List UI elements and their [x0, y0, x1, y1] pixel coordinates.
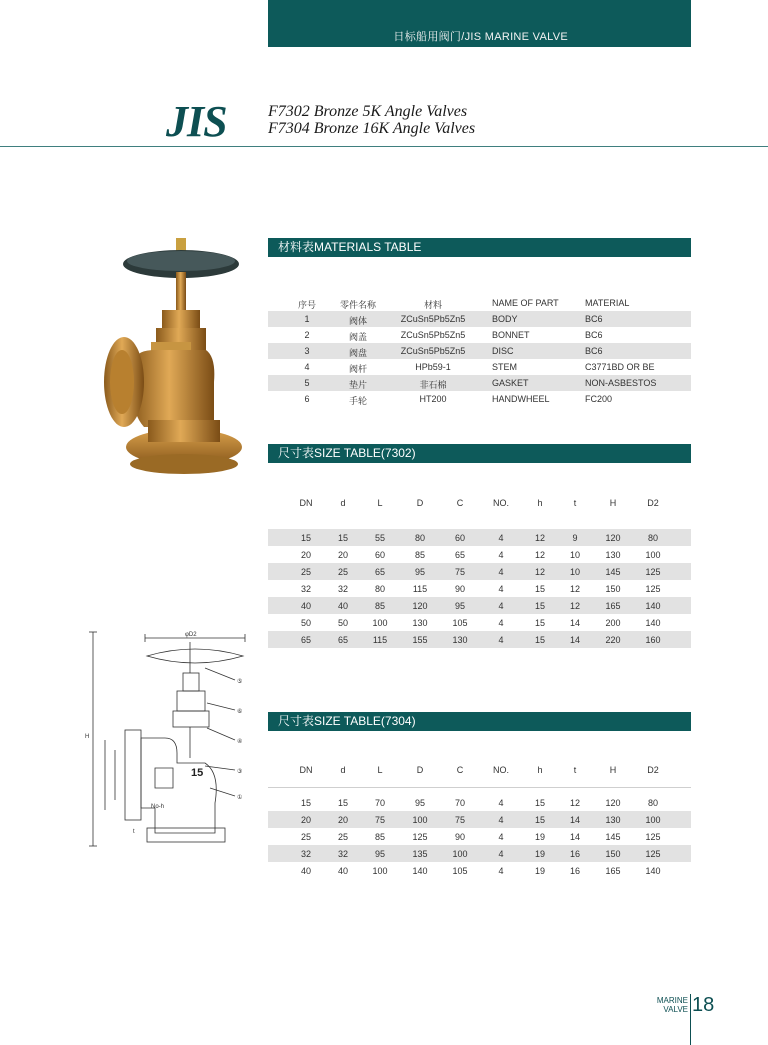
- cell: 85: [414, 550, 425, 560]
- cell-no: 3: [304, 346, 310, 356]
- cell: 4: [498, 849, 504, 859]
- cell: 75: [374, 815, 385, 825]
- cell: 40: [300, 866, 311, 876]
- header-H: H: [609, 765, 617, 775]
- size-table-7304: [268, 762, 691, 778]
- product-title-1: F7302 Bronze 5K Angle Valves: [268, 103, 468, 120]
- cell: 20: [300, 815, 311, 825]
- cell: 19: [534, 866, 545, 876]
- cell: 80: [647, 798, 658, 808]
- cell: 20: [300, 550, 311, 560]
- cell: 130: [452, 635, 468, 645]
- cell: 14: [569, 815, 580, 825]
- cell-material-cn: ZCuSn5Pb5Zn5: [400, 330, 466, 340]
- cell: 15: [300, 798, 311, 808]
- cell: 10: [569, 567, 580, 577]
- cell: 100: [645, 550, 661, 560]
- header-d2: D2: [647, 498, 659, 508]
- cell: 4: [498, 533, 504, 543]
- table-row: [268, 580, 691, 597]
- cell-part: BODY: [492, 314, 518, 324]
- callout-1: ①: [237, 795, 243, 801]
- cell: 4: [498, 567, 504, 577]
- cell: 4: [498, 618, 504, 628]
- product-titles: [268, 103, 475, 137]
- cell: 15: [337, 533, 348, 543]
- cell: 95: [414, 798, 425, 808]
- size-table-7302-title: 尺寸表SIZE TABLE(7302): [278, 446, 416, 460]
- drawing-label-no-h: No-h: [151, 804, 165, 810]
- materials-header-part-cn: 零件名称: [339, 300, 376, 310]
- cell: 25: [300, 832, 311, 842]
- cell: 16: [569, 849, 580, 859]
- cell: 9: [572, 533, 578, 543]
- cell: 15: [300, 533, 311, 543]
- cell: 4: [498, 584, 504, 594]
- cell: 15: [534, 815, 545, 825]
- materials-header-row: [268, 295, 691, 311]
- cell: 145: [605, 567, 621, 577]
- table-row: [268, 343, 691, 359]
- table-row: [268, 546, 691, 563]
- header-D: D: [416, 765, 424, 775]
- cell: 105: [452, 618, 468, 628]
- header-band-text: 日标船用阀门/JIS MARINE VALVE: [393, 31, 568, 43]
- size-table-7304-title-bar: [268, 712, 691, 731]
- cell-part-cn: 阀盘: [348, 348, 367, 358]
- cell: 220: [605, 635, 621, 645]
- cell: 15: [534, 584, 545, 594]
- materials-header-material: MATERIAL: [585, 298, 630, 308]
- cell: 85: [374, 832, 385, 842]
- cell-no: 2: [304, 330, 310, 340]
- footer-label: [645, 994, 690, 1019]
- cell: 135: [412, 849, 428, 859]
- header-d: d: [340, 765, 346, 775]
- cell-material: C3771BD OR BE: [585, 362, 655, 372]
- table-row: [268, 828, 691, 845]
- table-row: [268, 845, 691, 862]
- cell: 14: [569, 635, 580, 645]
- cell-no: 1: [304, 314, 310, 324]
- materials-header-part: NAME OF PART: [492, 298, 559, 308]
- cell: 80: [647, 533, 658, 543]
- valve-section-drawing: [85, 628, 255, 853]
- cell: 15: [534, 798, 545, 808]
- cell: 12: [569, 584, 580, 594]
- cell-material: NON-ASBESTOS: [585, 378, 657, 388]
- cell-material: BC6: [585, 330, 603, 340]
- cell: 140: [645, 866, 661, 876]
- cell: 150: [605, 849, 621, 859]
- materials-table: [268, 295, 691, 407]
- size-7304-header-row: [268, 762, 691, 778]
- cell: 130: [605, 815, 621, 825]
- table-row: [268, 794, 691, 811]
- table-row: [268, 563, 691, 580]
- header-D: D: [416, 498, 424, 508]
- cell: 100: [372, 618, 388, 628]
- page-number: 18: [692, 994, 715, 1016]
- cell: 25: [300, 567, 311, 577]
- cell: 4: [498, 635, 504, 645]
- size-table-7302: [268, 495, 691, 511]
- cell: 105: [452, 866, 468, 876]
- cell-part: BONNET: [492, 330, 530, 340]
- cell: 25: [337, 567, 348, 577]
- cell-part-cn: 阀盖: [348, 332, 367, 342]
- drawing-label-t: t: [133, 829, 135, 835]
- cell: 40: [300, 601, 311, 611]
- table-row: [268, 375, 691, 391]
- header-h: h: [537, 765, 543, 775]
- materials-header-material-cn: 材料: [423, 300, 442, 310]
- cell: 85: [374, 601, 385, 611]
- header-l: L: [377, 765, 383, 775]
- cell: 65: [374, 567, 385, 577]
- cell-part: DISC: [492, 346, 514, 356]
- cell-material-cn: HPb59-1: [415, 362, 451, 372]
- table-row: [268, 631, 691, 648]
- product-title-2: F7304 Bronze 16K Angle Valves: [268, 120, 476, 137]
- table-row: [268, 614, 691, 631]
- header-H: H: [609, 498, 617, 508]
- cell-material-cn: ZCuSn5Pb5Zn5: [400, 314, 466, 324]
- cell: 95: [414, 567, 425, 577]
- cell: 155: [412, 635, 428, 645]
- cell: 140: [645, 618, 661, 628]
- table-row: [268, 311, 691, 327]
- callout-3: ③: [237, 769, 243, 775]
- cell: 165: [605, 601, 621, 611]
- cell: 14: [569, 618, 580, 628]
- drawing-label-h: H: [85, 734, 90, 740]
- header-t: t: [573, 498, 577, 508]
- cell: 32: [300, 584, 311, 594]
- table-row: [268, 391, 691, 407]
- cell: 90: [454, 832, 465, 842]
- size-table-7302-body: [268, 529, 691, 648]
- header-no: NO.: [492, 498, 509, 508]
- cell: 40: [337, 866, 348, 876]
- cell: 100: [452, 849, 468, 859]
- materials-header-no: 序号: [297, 300, 316, 310]
- cell: 15: [534, 601, 545, 611]
- cell: 12: [534, 567, 545, 577]
- size-table-7304-body: [268, 794, 691, 879]
- cell: 70: [374, 798, 385, 808]
- cell: 90: [454, 584, 465, 594]
- cell: 80: [414, 533, 425, 543]
- cell-material: BC6: [585, 346, 603, 356]
- cell: 165: [605, 866, 621, 876]
- valve-photo: [96, 232, 246, 482]
- footer-marine: MARINE: [656, 996, 688, 1005]
- size-table-7302-title-bar: [268, 444, 691, 463]
- jis-logo: JIS: [166, 97, 227, 146]
- cell: 125: [645, 832, 661, 842]
- cell: 120: [412, 601, 428, 611]
- header-h: h: [537, 498, 543, 508]
- cell: 4: [498, 832, 504, 842]
- table-row: [268, 862, 691, 879]
- cell: 100: [412, 815, 428, 825]
- cell: 120: [605, 533, 621, 543]
- cell-material-cn: 非石棉: [419, 380, 447, 390]
- cell: 145: [605, 832, 621, 842]
- cell-part-cn: 垫片: [348, 380, 367, 390]
- cell: 12: [569, 798, 580, 808]
- cell: 120: [605, 798, 621, 808]
- header-band: [268, 0, 691, 47]
- header-c: C: [456, 498, 464, 508]
- header-divider: [0, 146, 768, 147]
- cell: 200: [605, 618, 621, 628]
- header-l: L: [377, 498, 383, 508]
- cell: 25: [337, 832, 348, 842]
- cell: 10: [569, 550, 580, 560]
- callout-5: ⑤: [237, 679, 243, 685]
- cell: 100: [645, 815, 661, 825]
- header-d: d: [340, 498, 346, 508]
- cell: 32: [337, 849, 348, 859]
- cell-part-cn: 阀杆: [348, 364, 367, 374]
- cell-material: FC200: [585, 394, 613, 404]
- cell: 125: [645, 567, 661, 577]
- cell: 50: [300, 618, 311, 628]
- cell-no: 6: [304, 394, 310, 404]
- cell: 65: [300, 635, 311, 645]
- cell: 4: [498, 815, 504, 825]
- cell: 40: [337, 601, 348, 611]
- cell: 65: [454, 550, 465, 560]
- cell: 15: [534, 618, 545, 628]
- size-table-7304-title: 尺寸表SIZE TABLE(7304): [278, 714, 416, 728]
- cell-part-cn: 阀体: [348, 316, 367, 326]
- cell: 32: [337, 584, 348, 594]
- size-table-7304-rule: [268, 787, 691, 788]
- cell-part: HANDWHEEL: [492, 394, 550, 404]
- cell: 60: [374, 550, 385, 560]
- materials-table-title: 材料表MATERIALS TABLE: [278, 240, 422, 254]
- cell: 20: [337, 550, 348, 560]
- header-dn: DN: [299, 765, 313, 775]
- table-row: [268, 359, 691, 375]
- table-row: [268, 811, 691, 828]
- cell: 12: [534, 533, 545, 543]
- cell-material-cn: HT200: [419, 394, 447, 404]
- cell: 75: [454, 815, 465, 825]
- header-t: t: [573, 765, 577, 775]
- materials-table-title-bar: [268, 238, 691, 257]
- cell-no: 4: [304, 362, 310, 372]
- cell: 130: [605, 550, 621, 560]
- cell: 4: [498, 798, 504, 808]
- cell: 115: [412, 584, 428, 594]
- cell: 70: [454, 798, 465, 808]
- footer-divider: [690, 994, 691, 1045]
- header-c: C: [456, 765, 464, 775]
- cell: 14: [569, 832, 580, 842]
- cell-material-cn: ZCuSn5Pb5Zn5: [400, 346, 466, 356]
- cell: 19: [534, 849, 545, 859]
- cell: 12: [534, 550, 545, 560]
- cell: 95: [374, 849, 385, 859]
- cell: 50: [337, 618, 348, 628]
- cell: 19: [534, 832, 545, 842]
- table-row: [268, 529, 691, 546]
- cell: 140: [645, 601, 661, 611]
- cell: 15: [534, 635, 545, 645]
- cell: 12: [569, 601, 580, 611]
- cell-part: STEM: [492, 362, 518, 372]
- header-dn: DN: [299, 498, 313, 508]
- header-d2: D2: [647, 765, 659, 775]
- cell: 80: [374, 584, 385, 594]
- cell: 125: [645, 584, 661, 594]
- cell: 4: [498, 550, 504, 560]
- header-no: NO.: [492, 765, 509, 775]
- size-7302-header-row: [268, 495, 691, 511]
- cell: 20: [337, 815, 348, 825]
- cell: 95: [454, 601, 465, 611]
- cell-no: 5: [304, 378, 310, 388]
- cell-part: GASKET: [492, 378, 529, 388]
- cell: 115: [372, 635, 388, 645]
- cell: 75: [454, 567, 465, 577]
- cell: 65: [337, 635, 348, 645]
- drawing-size-label: 15: [191, 767, 204, 779]
- cell: 150: [605, 584, 621, 594]
- callout-4: ④: [237, 739, 243, 745]
- cell-part-cn: 手轮: [348, 396, 367, 406]
- cell: 32: [300, 849, 311, 859]
- callout-6: ⑥: [237, 709, 243, 715]
- cell: 140: [412, 866, 428, 876]
- table-row: [268, 597, 691, 614]
- cell: 4: [498, 866, 504, 876]
- footer-valve: VALVE: [663, 1005, 688, 1014]
- cell: 16: [569, 866, 580, 876]
- cell-material: BC6: [585, 314, 603, 324]
- cell: 125: [645, 849, 661, 859]
- cell: 4: [498, 601, 504, 611]
- drawing-label-d2: φD2: [185, 632, 197, 638]
- cell: 125: [412, 832, 428, 842]
- table-row: [268, 327, 691, 343]
- cell: 60: [454, 533, 465, 543]
- cell: 55: [374, 533, 385, 543]
- cell: 130: [412, 618, 428, 628]
- cell: 160: [645, 635, 661, 645]
- cell: 100: [372, 866, 388, 876]
- cell: 15: [337, 798, 348, 808]
